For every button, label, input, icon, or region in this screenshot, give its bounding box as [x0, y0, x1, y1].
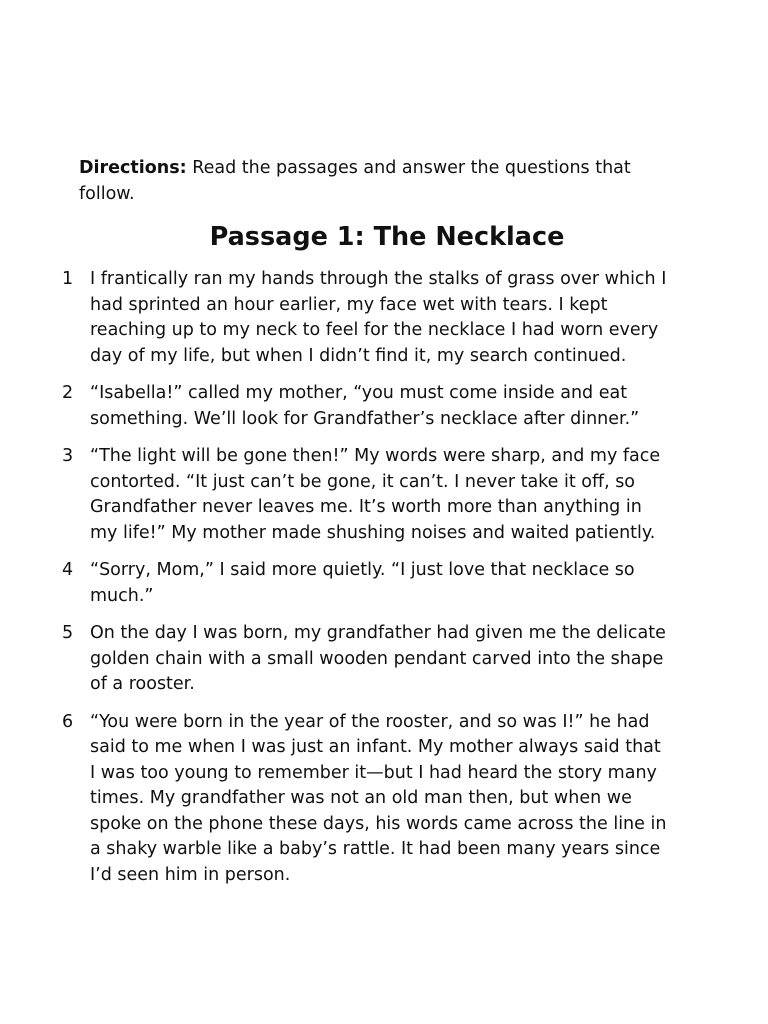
paragraph-text: On the day I was born, my grandfather had given me the delicate golden chain with a small wooden pendant carved into the shape of a rooster. — [90, 623, 666, 694]
paragraph — [60, 444, 670, 546]
paragraph-text: “Sorry, Mom,” I said more quietly. “I just love that necklace so much.” — [90, 560, 635, 606]
paragraph-text: “You were born in the year of the rooster, and so was I!” he had said to me when I was just an infant. My mother always said that I was too young to remember it—but I had heard the story many times. My grandfather was not an old man then, but when we spoke on the phone these days, his words came across the line in a shaky warble like a baby’s rattle. It had been many years since I’d seen him in person. — [90, 711, 667, 885]
paragraph-text: “The light will be gone then!” My words were sharp, and my face contorted. “It just can’t be gone, it can’t. I never take it off, so Grandfather never leaves me. It’s worth more than anything in my life!” My mother made shushing noises and waited patiently. — [90, 446, 661, 543]
paragraph-number: 5 — [62, 623, 74, 643]
passage-title: Passage 1: The Necklace — [209, 222, 565, 252]
directions — [79, 155, 669, 207]
paragraph-number: 3 — [62, 446, 74, 466]
paragraph — [60, 267, 670, 369]
paragraph-number: 4 — [62, 560, 74, 580]
paragraph-text: I frantically ran my hands through the stalks of grass over which I had sprinted an hour earlier, my face wet with tears. I kept reaching up to my neck to feel for the necklace I had worn every day of my life, but when I didn’t find it, my search continued. — [90, 269, 667, 366]
paragraph-number: 2 — [62, 383, 74, 403]
paragraph-number: 1 — [62, 269, 74, 289]
paragraph — [60, 558, 670, 609]
paragraph-text: “Isabella!” called my mother, “you must come inside and eat something. We’ll look for Grandfather’s necklace after dinner.” — [90, 383, 640, 429]
directions-text: Read the passages and answer the questions that follow. — [79, 158, 631, 204]
paragraph — [60, 710, 670, 889]
paragraph-number: 6 — [62, 711, 74, 732]
passage-paragraphs — [60, 267, 670, 900]
directions-label: Directions: — [79, 158, 187, 178]
paragraph — [60, 621, 670, 698]
paragraph — [60, 381, 670, 432]
